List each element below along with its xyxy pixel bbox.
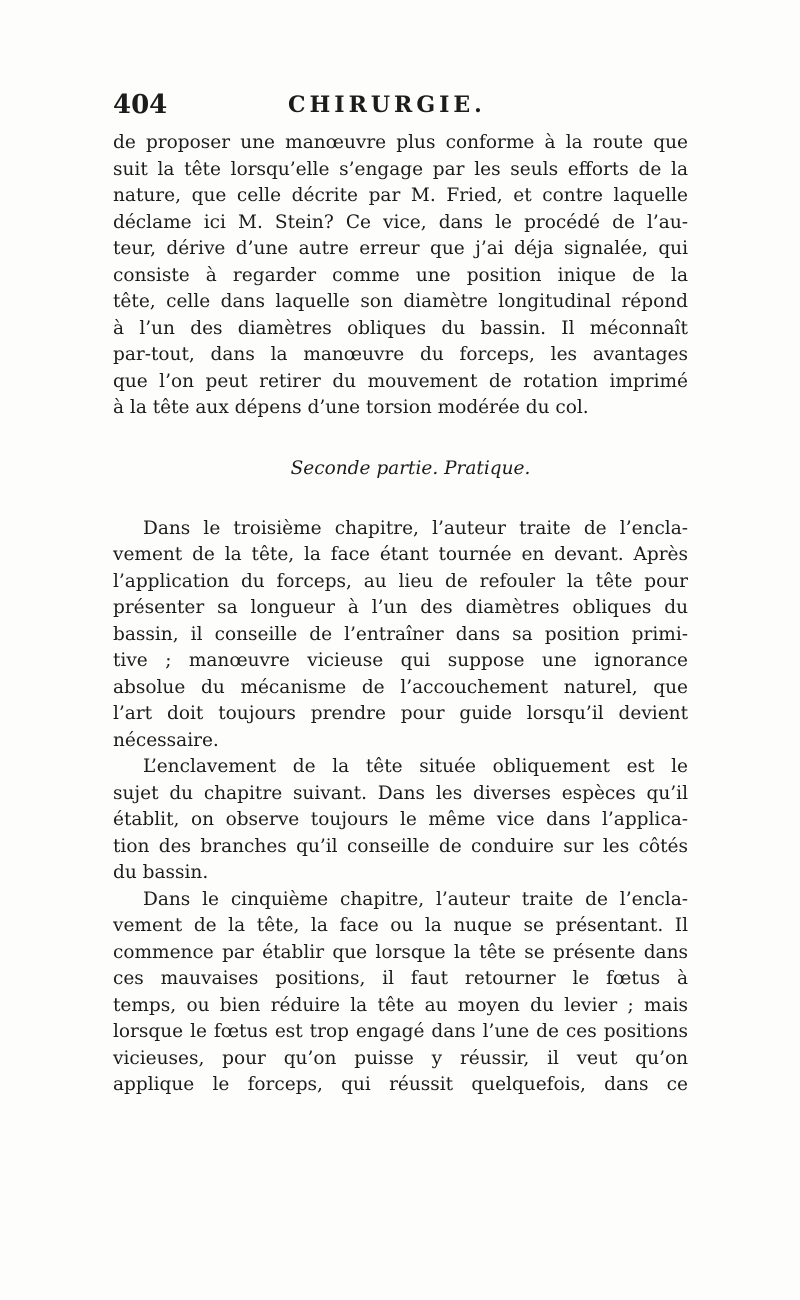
text-line: nature, que celle décrite par M. Fried, et contre laquelle bbox=[113, 185, 688, 206]
text-line: suit la tête lorsqu’elle s’engage par les seuls efforts de la bbox=[113, 158, 688, 180]
page-number: 404 bbox=[113, 90, 168, 120]
text-line: sujet du chapitre suivant. Dans les diverses espèces qu’il bbox=[113, 782, 688, 804]
paragraph-cinquieme-chapitre bbox=[113, 887, 688, 1099]
text-line: vicieuses, pour qu’on puisse y réussir, il veut qu’on bbox=[113, 1047, 688, 1069]
section-heading: Seconde partie. Pratique. bbox=[290, 457, 531, 479]
text-line: vement de la tête, la face ou la nuque se présentant. Il bbox=[113, 915, 688, 936]
text-line: bassin, il conseille de l’entraîner dans sa position primi- bbox=[113, 623, 688, 645]
text-line: absolue du mécanisme de l’accouchement naturel, que bbox=[113, 676, 688, 698]
text-line: nécessaire. bbox=[113, 729, 219, 751]
text-line: tête, celle dans laquelle son diamètre longitudinal répond bbox=[113, 291, 688, 312]
text-line: présenter sa longueur à l’un des diamètres obliques du bbox=[113, 597, 688, 618]
paragraph-troisieme-chapitre bbox=[113, 516, 688, 755]
text-line: temps, ou bien réduire la tête au moyen du levier ; mais bbox=[113, 994, 688, 1016]
running-title: CHIRURGIE. bbox=[288, 92, 486, 118]
text-line: du bassin. bbox=[113, 862, 209, 883]
text-line: Dans le cinquième chapitre, l’auteur traite de l’encla- bbox=[143, 888, 688, 910]
text-line: tive ; manœuvre vicieuse qui suppose une ignorance bbox=[113, 650, 688, 671]
text-block bbox=[113, 92, 688, 1099]
text-line: applique le forceps, qui réussit quelquefois, dans ce bbox=[113, 1074, 688, 1095]
paragraph-enclavement-oblique bbox=[113, 754, 688, 887]
text-line: Dans le troisième chapitre, l’auteur traite de l’encla- bbox=[143, 517, 688, 539]
text-line: consiste à regarder comme une position inique de la bbox=[113, 264, 688, 286]
text-line: que l’on peut retirer du mouvement de rotation imprimé bbox=[113, 370, 688, 392]
text-line: de proposer une manœuvre plus conforme à la route que bbox=[113, 132, 688, 153]
text-line: déclame ici M. Stein? Ce vice, dans le procédé de l’au- bbox=[113, 211, 688, 233]
text-line: l’application du forceps, au lieu de refouler la tête pour bbox=[113, 570, 688, 592]
text-line: par-tout, dans la manœuvre du forceps, les avantages bbox=[113, 344, 688, 365]
text-line: vement de la tête, la face étant tournée en devant. Après bbox=[113, 544, 688, 565]
text-line: l’art doit toujours prendre pour guide lorsqu’il devient bbox=[113, 703, 688, 724]
text-line: à la tête aux dépens d’une torsion modérée du col. bbox=[113, 397, 589, 418]
text-line: à l’un des diamètres obliques du bassin. Il méconnaît bbox=[113, 317, 688, 339]
text-line: établit, on observe toujours le même vice dans l’applica- bbox=[113, 809, 688, 830]
opening-paragraph bbox=[113, 130, 688, 422]
text-line: lorsque le fœtus est trop engagé dans l’une de ces positions bbox=[113, 1021, 688, 1042]
text-line: teur, dérive d’une autre erreur que j’ai déja signalée, qui bbox=[113, 238, 688, 259]
text-line: commence par établir que lorsque la tête se présente dans bbox=[113, 941, 688, 963]
text-line: L’enclavement de la tête située obliquement est le bbox=[143, 756, 688, 777]
text-line: tion des branches qu’il conseille de conduire sur les côtés bbox=[113, 835, 688, 857]
running-head bbox=[113, 92, 688, 122]
text-line: ces mauvaises positions, il faut retourner le fœtus à bbox=[113, 968, 688, 989]
